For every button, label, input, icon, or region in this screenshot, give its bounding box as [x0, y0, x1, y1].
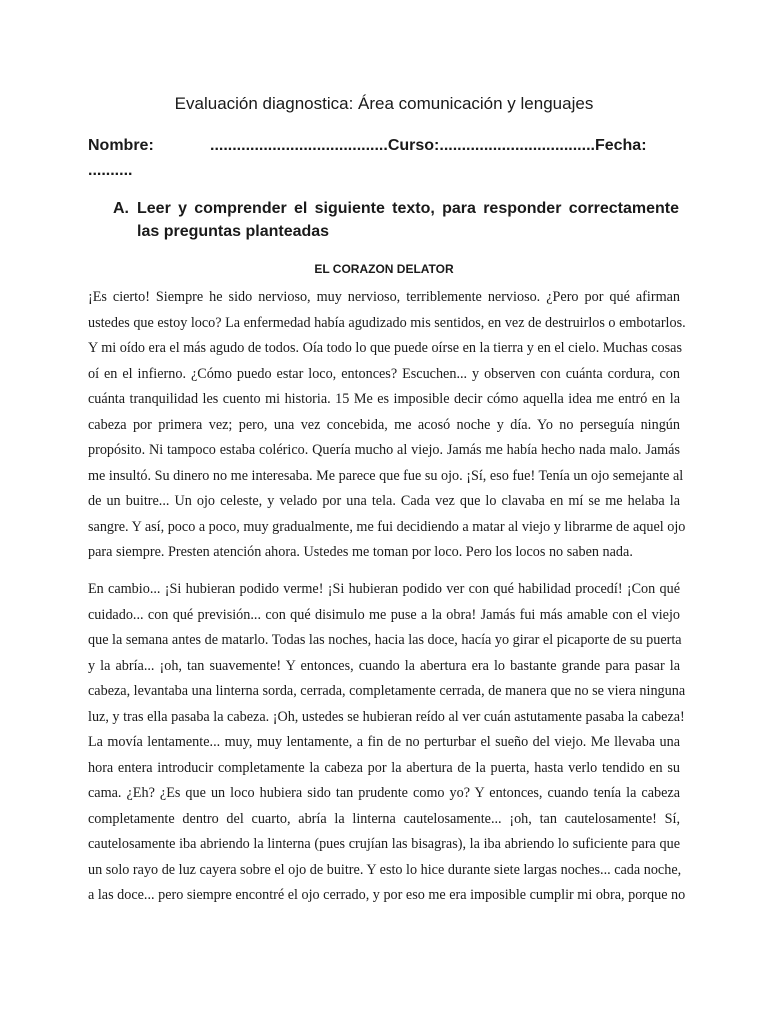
paragraph-line: ustedes que estoy loco? La enfermedad había agudizado mis sentidos, en vez de destruirlos o embotarlos.: [88, 314, 686, 331]
paragraph-line: oí en el infierno. ¿Cómo puedo estar loco, entonces? Escuchen... y observen con cuánta cordura, con: [88, 365, 680, 382]
paragraph-line: hora entera introducir completamente la cabeza por la abertura de la puerta, hasta verlo tendido en su: [88, 759, 680, 776]
paragraph-line: me insultó. Su dinero no me interesaba. Me parece que fue su ojo. ¡Sí, eso fue! Tenía un ojo semejante al: [88, 467, 684, 484]
section-marker: A.: [113, 200, 129, 217]
paragraph-line: propósito. Ni tampoco estaba colérico. Quería mucho al viejo. Jamás me había hecho nada malo. Jamás: [88, 442, 680, 458]
paragraph-line: Y mi oído era el más agudo de todos. Oía todo lo que puede oírse en la tierra y en el cielo. Muchas cosas: [88, 340, 682, 356]
paragraph-line: cuidado... con qué previsión... con qué disimulo me puse a la obra! Jamás fui más amable con el viejo: [88, 606, 680, 623]
paragraph-line: En cambio... ¡Si hubieran podido verme! ¡Si hubieran podido ver con qué habilidad procedí! ¡Con qué: [88, 581, 680, 597]
paragraph-line: luz, y tras ella pasaba la cabeza. ¡Oh, ustedes se hubieran reído al ver cuán astutamente pasaba la cabeza!: [88, 708, 685, 725]
paragraph-line: La movía lentamente... muy, muy lentamente, a fin de no perturbar el sueño del viejo. Me llevaba una: [88, 734, 680, 750]
paragraph-line: cautelosamente iba abriendo la linterna (pues crujían las bisagras), la iba abriendo lo suficiente para que: [88, 836, 680, 852]
section-a-instruction: [113, 197, 679, 243]
name-label: Nombre:: [88, 137, 154, 154]
story-title: EL CORAZON DELATOR: [314, 262, 454, 276]
paragraph-line: a las doce... pero siempre encontré el ojo cerrado, y por eso me era imposible cumplir mi obra, porque no: [88, 887, 686, 903]
student-info-row: [88, 135, 680, 157]
paragraph-line: completamente dentro del cuarto, abría la linterna cautelosamente... ¡oh, tan cautelosamente! Sí,: [88, 810, 680, 827]
paragraph-line: que la semana antes de matarlo. Todas las noches, hacia las doce, hacía yo girar el picaporte de su puerta: [88, 632, 682, 648]
section-instruction-text: Leer y comprender el siguiente texto, para responder correctamente las preguntas planteadas: [137, 200, 679, 240]
paragraph-line: cama. ¿Eh? ¿Es que un loco hubiera sido tan prudente como yo? Y entonces, cuando tenía la cabeza: [88, 785, 680, 801]
paragraph-line: de un buitre... Un ojo celeste, y velado por una tela. Cada vez que lo clavaba en mí se me helaba la: [88, 493, 680, 509]
paragraph-line: un solo rayo de luz cayera sobre el ojo de buitre. Y esto lo hice durante siete largas noches... cada noche,: [88, 861, 682, 878]
paragraph-line: sangre. Y así, poco a poco, muy gradualmente, me fui decidiendo a matar al viejo y librarme de aquel ojo: [88, 518, 686, 535]
paragraph-line: cabeza por primera vez; pero, una vez concebida, me acosó noche y día. Yo no perseguía ningún: [88, 416, 680, 433]
paragraph-line: ¡Es cierto! Siempre he sido nervioso, muy nervioso, terriblemente nervioso. ¿Pero por qué afirman: [88, 289, 680, 305]
page-title: Evaluación diagnostica: Área comunicación y lenguajes: [174, 94, 594, 113]
story-paragraph: [88, 577, 686, 909]
story-paragraph: [88, 285, 686, 566]
paragraph-line: cabeza, levantaba una linterna sorda, cerrada, completamente cerrada, de manera que no se viera ninguna: [88, 683, 686, 699]
paragraph-line: y la abría... ¡oh, tan suavemente! Y entonces, cuando la abertura era lo bastante grande para pasar la: [88, 657, 680, 674]
paragraph-line: para siempre. Presten atención ahora. Ustedes me toman por loco. Pero los locos no saben nada.: [88, 544, 633, 560]
name-fill-continuation: ..........: [88, 162, 133, 179]
paragraph-line: cuánta tranquilidad les cuento mi historia. 15 Me es imposible decir cómo aquella idea me entró en la: [88, 391, 680, 407]
name-fill-line: ........................................Curso:...................................Fecha:: [210, 137, 647, 154]
